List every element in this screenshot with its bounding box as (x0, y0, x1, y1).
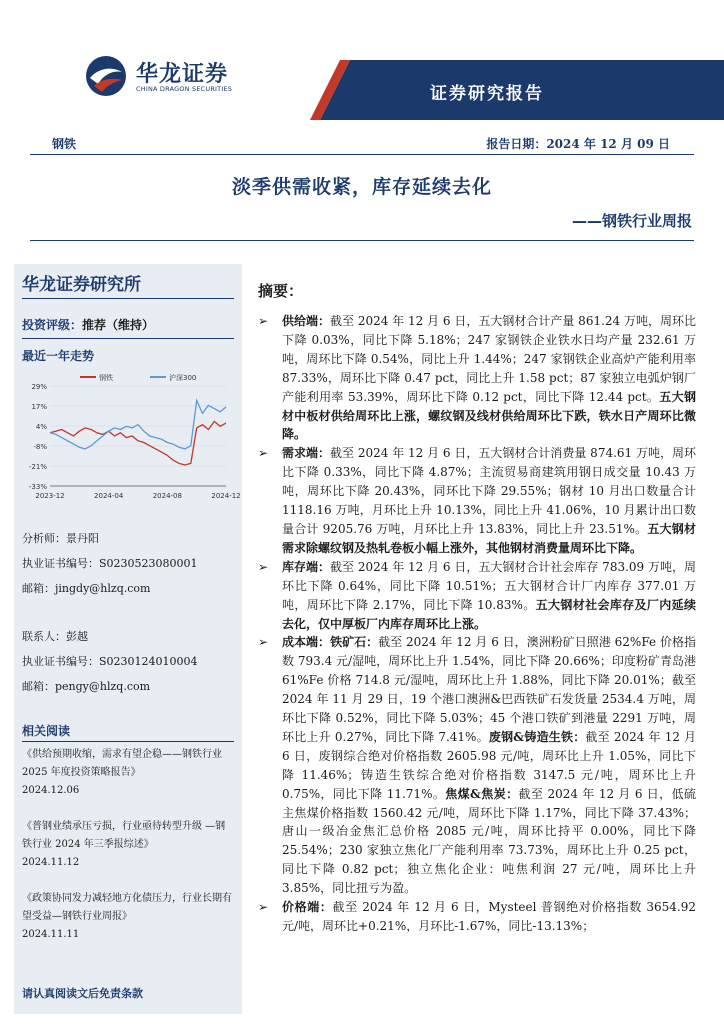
report-type-title: 证券研究报告 (430, 84, 544, 104)
summary-item-demand (256, 444, 696, 557)
divider (22, 298, 234, 299)
related-reading-text: 《普钢业绩承压亏损，行业亟待转型升级 —钢铁行业 2024 年三季报综述》 (22, 821, 226, 850)
bullet-arrow-icon: ➢ (258, 900, 269, 915)
page-subtitle: ——钢铁行业周报 (571, 212, 692, 230)
item-text: 截至 2024 年 12 月 6 日，五大钢材合计社会库存 783.09 万吨，周环比下降 0.64%，同比下降 10.51%；五大钢材合计厂内库存 377.01 万吨，周环比下降 2.17%，同比下降 10.83%。 (282, 559, 696, 612)
logo-english-name: CHINA DRAGON SECURITIES (136, 85, 233, 93)
item-lead: 供给端： (282, 314, 331, 328)
segment-text: 截至 2024 年 12 月 6 日，澳洲粉矿日照港 62%Fe 价格指数 793.4 元/湿吨，周环比上升 1.54%，同比下降 20.66%；印度粉矿青岛港 61%Fe 价格 714.8 元/湿吨，周环比上升 1.88%，同比下降 20.01%；截至 2024 年 11 月 29 日，19 个港口澳洲&巴西铁矿石发货量 2534.4 万吨，周环比下降 0.52%，同比下降 5.03%；45 个港口铁矿到港量 2291 万吨，周环比上升 0.27%，同比下降 7.41%。 (282, 635, 696, 744)
chart-series-line (50, 401, 226, 449)
segment-text: 截至 2024 年 12 月 6 日，废钢综合绝对价格指数 2605.98 元/吨，周环比上升 1.05%，同比下降 11.46%；铸造生铁综合绝对价格指数 3147.5 元/吨，周环比上升 0.75%，同比下降 11.71%。 (282, 729, 696, 801)
summary-item-inventory (256, 558, 696, 634)
item-conclusion: 五大钢材需求除螺纹钢及热轧卷板小幅上涨外，其他钢材消费量周环比下降。 (282, 521, 696, 555)
item-lead: 库存端： (282, 559, 331, 574)
bullet-arrow-icon: ➢ (258, 559, 269, 574)
summary-item-cost (256, 633, 696, 898)
related-reading-date: 2024.11.12 (22, 857, 80, 868)
divider (30, 240, 694, 241)
item-conclusion: 五大钢材社会库存及厂内延续去化，仅中厚板厂内库存周环比上涨。 (282, 597, 696, 631)
segment-lead: 铁矿石： (330, 635, 379, 650)
related-reading-title: 相关阅读 (22, 724, 71, 738)
contact-cert-number: 执业证书编号：S0230124010004 (22, 655, 198, 668)
disclaimer-note: 请认真阅读文后免责条款 (22, 987, 143, 1000)
divider (22, 741, 234, 742)
bullet-arrow-icon: ➢ (258, 446, 269, 461)
item-text: 截至 2024 年 12 月 6 日，Mysteel 普钢绝对价格指数 3654.92 元/吨，周环比+0.21%，月环比-1.67%，同比-13.13%； (282, 900, 696, 933)
divider (30, 154, 694, 155)
analyst-email[interactable]: 邮箱：jingdy@hlzq.com (22, 582, 151, 595)
divider (22, 338, 234, 339)
related-reading-item[interactable] (22, 746, 234, 800)
item-lead: 成本端： (282, 635, 331, 650)
item-text: 截至 2024 年 12 月 6 日，五大钢材合计产量 861.24 万吨，周环比下降 0.03%，同比下降 5.18%；247 家钢铁企业铁水日均产量 232.61 万吨，周环比下降 0.54%，同比上升 1.44%；247 家钢铁企业高炉产能利用率 87.33%，周环比下降 0.47 pct，同比上升 1.58 pct；87 家独立电弧炉钢厂产能利用率 53.39%，周环比下降 0.12 pct，同比下降 12.44 pct。 (282, 314, 696, 404)
chart-x-tick-label: 2024-12 (211, 492, 241, 500)
contact-name: 联系人：彭越 (22, 630, 88, 643)
industry-label: 钢铁 (52, 137, 77, 151)
related-reading-date: 2024.12.06 (22, 785, 80, 796)
related-reading-item[interactable] (22, 818, 234, 872)
related-reading-text: 《供给预期收缩，需求有望企稳——钢铁行业 2025 年度投资策略报告》 (22, 749, 222, 778)
chart-y-tick-label: 4% (35, 423, 47, 431)
page-title: 淡季供需收紧，库存延续去化 (231, 176, 492, 198)
chart-series-line (50, 422, 226, 466)
segment-text: 截至 2024 年 12 月 6 日，低硫主焦煤价格指数 1560.42 元/吨，周环比下降 1.17%，同比下降 37.43%；唐山一级冶金焦汇总价格 2085 元/吨，周环比持平 0.00%，同比下降 25.54%；230 家独立焦化厂产能利用率 73.73%，周环比上升 0.25 pct，同比下降 0.82 pct；独立焦化企业：吨焦利润 27 元/吨，周环比上升 3.85%，同比扭亏为盈。 (282, 786, 696, 896)
chart-y-tick-label: -8% (33, 443, 47, 451)
chart-y-tick-label: -21% (28, 463, 47, 471)
item-lead: 需求端： (282, 446, 331, 461)
related-reading-date: 2024.11.11 (22, 929, 80, 940)
chart-y-tick-label: -33% (28, 483, 47, 491)
chart-x-tick-label: 2024-08 (152, 492, 182, 500)
analyst-cert-number: 执业证书编号：S0230523080001 (22, 557, 198, 570)
segment-lead: 废钢&铸造生铁： (488, 729, 586, 744)
summary-list (256, 312, 696, 936)
related-reading-item[interactable] (22, 890, 234, 944)
summary-heading: 摘要： (258, 282, 304, 300)
item-conclusion: 五大钢材中板材供给周环比上涨，螺纹钢及线材供给周环比下跌，铁水日产周环比微降。 (282, 389, 696, 442)
chart-legend-label: 钢铁 (99, 374, 113, 382)
contact-email[interactable]: 邮箱：pengy@hlzq.com (22, 680, 151, 693)
related-reading-text: 《政策协同发力减轻地方化债压力，行业长期有望受益—钢铁行业周报》 (22, 893, 232, 922)
summary-item-price (256, 898, 696, 936)
trend-chart (20, 370, 241, 508)
segment-lead: 焦煤&焦炭： (445, 786, 519, 801)
chart-y-tick-label: 17% (31, 403, 47, 411)
institute-name: 华龙证券研究所 (22, 275, 141, 295)
chart-x-tick-label: 2023-12 (35, 492, 65, 500)
item-text: 截至 2024 年 12 月 6 日，五大钢材合计消费量 874.61 万吨，周环比下降 0.33%，同比下降 4.87%；主流贸易商建筑用钢日成交量 10.43 万吨，周环比下降 20.43%，同环比下降 29.55%；钢材 10 月出口数量合计 1118.16 万吨，月环比上升 10.13%，同比上升 41.06%，10 月累计出口数量合计 9205.76 万吨，月环比上升 13.83%，同比上升 23.51%。 (282, 446, 696, 536)
chart-y-tick-label: 29% (31, 383, 47, 391)
report-date: 报告日期：2024 年 12 月 09 日 (486, 137, 670, 151)
logo-chinese-name: 华龙证券 (136, 62, 229, 87)
rating-value: 推荐（维持） (82, 318, 155, 332)
analyst-name: 分析师：景丹阳 (22, 532, 99, 545)
bullet-arrow-icon: ➢ (258, 635, 269, 650)
chart-x-tick-label: 2024-04 (94, 492, 124, 500)
investment-rating (22, 316, 154, 333)
rating-label: 投资评级： (22, 318, 83, 332)
bullet-arrow-icon: ➢ (258, 314, 269, 328)
header-banner (0, 60, 724, 120)
item-lead: 价格端： (282, 900, 333, 915)
trend-chart-title: 最近一年走势 (22, 349, 95, 363)
summary-item-supply (256, 312, 696, 444)
chart-legend-label: 沪深300 (169, 374, 197, 382)
